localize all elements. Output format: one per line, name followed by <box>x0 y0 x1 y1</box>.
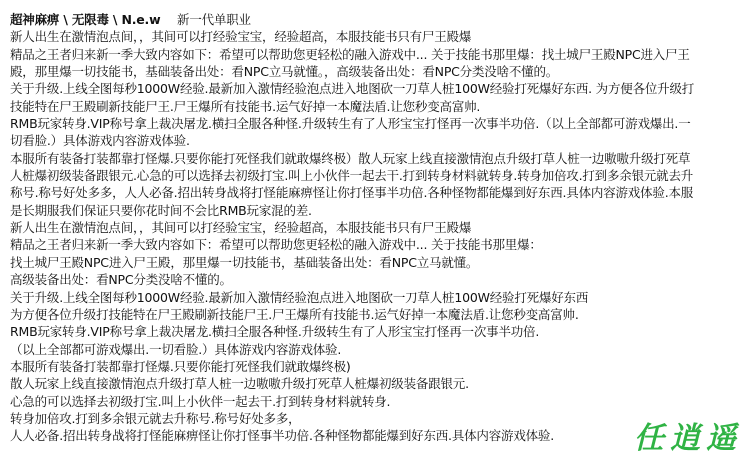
text-line: 本服所有装备打装都靠打怪爆.只要你能打死怪我们就敢爆终极）散人玩家上线直接激情泡点升级打草人桩一边嗷嗷升级打死草 <box>10 150 691 166</box>
text-line: RMB玩家转身.VIP称号拿上裁决屠龙.横扫全服各种怪.升级转生有了人形宝宝打怪再一次事半功倍. <box>10 324 540 340</box>
text-line: 关于升级.上线全图每秒1000W经验.最新加入激情经验泡点进入地图砍一刀草人桩100W经验打死爆好东西. 为方便各位升级打 <box>10 81 695 97</box>
document-title: 超神麻痹 \ 无限毒 \ N.e.w <box>10 12 161 27</box>
text-line: RMB玩家转身.VIP称号拿上裁决屠龙.横扫全服各种怪.升级转生有了人形宝宝打怪再一次事半功倍.（以上全部都可游戏爆出.一 <box>10 116 691 132</box>
text-line: 心急的可以选择去初级打宝.叫上小伙伴一起去干.打到转身材料就转身. <box>10 393 391 409</box>
text-line: 人桩爆初级装备跟银元.心急的可以选择去初级打宝.叫上小伙伴一起去干.打到转身材料就转身.转身加倍攻.打到多余银元就去升 <box>10 168 694 184</box>
document-subtitle: 新一代单职业 <box>177 12 251 27</box>
text-line: 转身加倍攻.打到多余银元就去升称号.称号好处多多， <box>10 410 301 426</box>
watermark-logo: 任逍遥 <box>634 421 742 456</box>
text-line: 关于升级.上线全图每秒1000W经验.最新加入激情经验泡点进入地图砍一刀草人桩100W经验打死爆好东西 <box>10 289 589 305</box>
text-line: 找土城尸王殿NPC进入尸王殿，那里爆一切技能书，基础装备出处：看NPC立马就懂。 <box>10 254 479 270</box>
text-line: 技能特在尸王殿刷新技能尸王.尸王爆所有技能书.运气好掉一本魔法盾.让您秒变高富帅. <box>10 98 481 114</box>
text-line: 精品之王者归来新一季大致内容如下：希望可以帮助您更轻松的融入游戏中... 关于技能书那里爆：找土城尸王殿NPC进入尸王 <box>10 46 690 62</box>
text-line: 高级装备出处：看NPC分类没啥不懂的。 <box>10 272 232 288</box>
text-line: 新人出生在激情泡点间，，其间可以打经验宝宝，经验超高，本服技能书只有尸王殿爆 <box>10 220 472 236</box>
text-line: 是长期服我们保证只要你花时间不会比RMB玩家混的差. <box>10 202 312 218</box>
document-body <box>10 11 748 445</box>
text-line: （以上全部都可游戏爆出.一切看脸.）具体游戏内容游戏体验. <box>10 341 342 357</box>
text-line: 散人玩家上线直接激情泡点升级打草人桩一边嗷嗷升级打死草人桩爆初级装备跟银元. <box>10 376 469 392</box>
text-line: 新人出生在激情泡点间，，其间可以打经验宝宝，经验超高，本服技能书只有尸王殿爆 <box>10 29 472 45</box>
document-title-line <box>10 11 748 28</box>
text-line: 本服所有装备打装都靠打怪爆.只要你能打死怪我们就敢爆终极) <box>10 358 351 374</box>
text-line: 人人必备.招出转身战将打怪能麻痹怪让你打怪事半功倍.各种怪物都能爆到好东西.具体内容游戏体验. <box>10 428 554 444</box>
text-line: 殿，那里爆一切技能书，基础装备出处：看NPC立马就懂。，高级装备出处：看NPC分类没啥不懂的。 <box>10 64 559 80</box>
text-line: 称号.称号好处多多，人人必备.招出转身战将打怪能麻痹怪让你打怪事半功倍.各种怪物都能爆到好东西.具体内容游戏体验.本服 <box>10 185 694 201</box>
text-line: 精品之王者归来新一季大致内容如下：希望可以帮助您更轻松的融入游戏中... 关于技能书那里爆： <box>10 237 542 253</box>
text-line: 切看脸.）具体游戏内容游戏体验. <box>10 133 190 149</box>
text-line: 为方便各位升级打技能特在尸王殿刷新技能尸王.尸王爆所有技能书.运气好掉一本魔法盾.让您秒变高富帅. <box>10 306 579 322</box>
